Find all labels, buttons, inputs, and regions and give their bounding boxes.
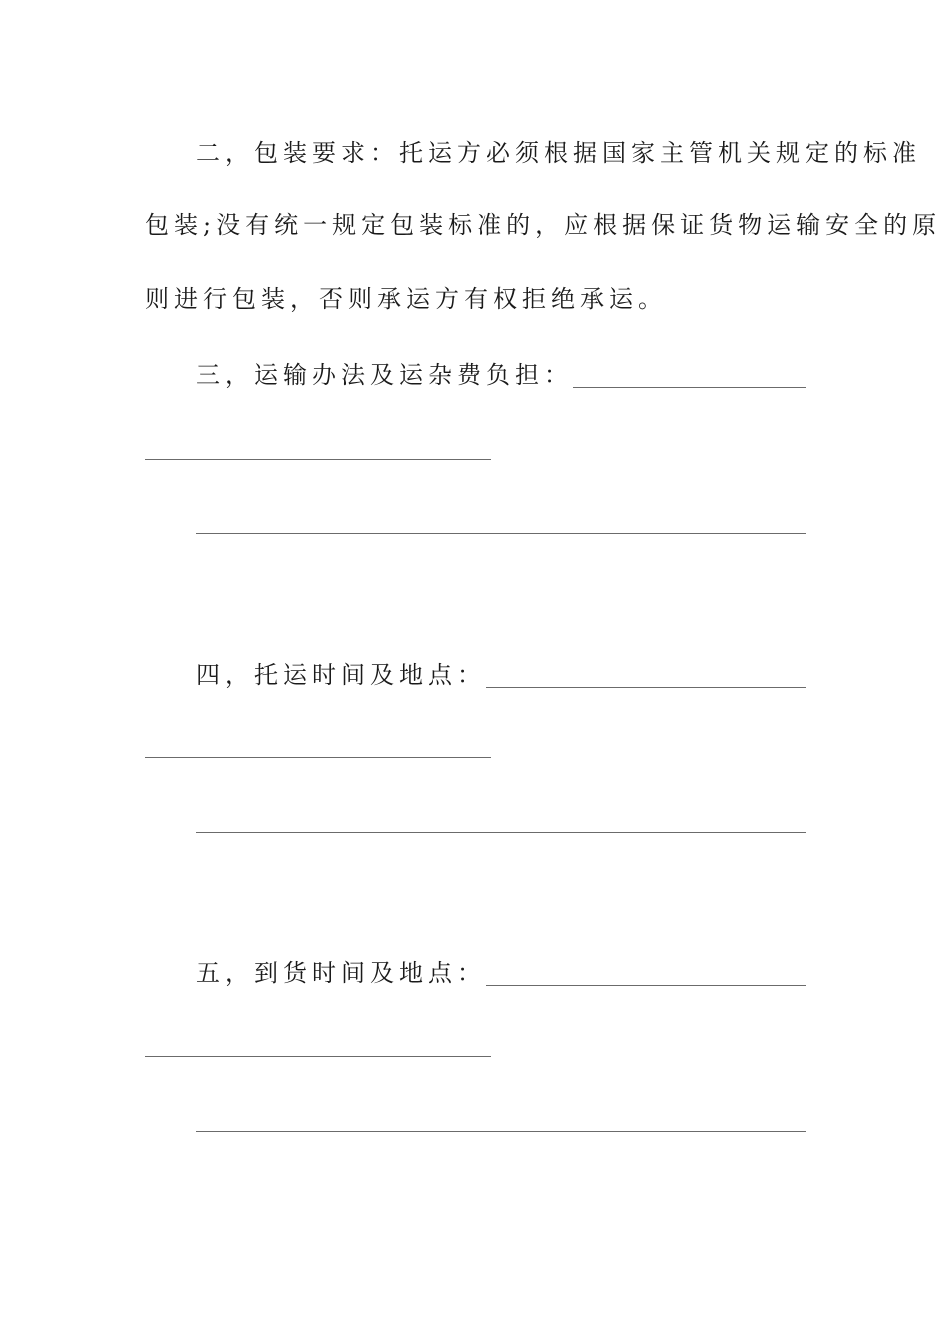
clause-5-row xyxy=(196,956,806,990)
clause-3-fill-line[interactable] xyxy=(573,387,806,388)
clause-3-fill-line-2[interactable] xyxy=(145,459,491,460)
clause-5-fill-line-3[interactable] xyxy=(196,1131,806,1132)
clause-4-fill-line[interactable] xyxy=(486,687,806,688)
clause-4-label: 四，托运时间及地点： xyxy=(196,661,486,689)
clause-2-line-3: 则进行包装，否则承运方有权拒绝承运。 xyxy=(145,285,667,313)
clause-3-label: 三，运输办法及运杂费负担： xyxy=(196,361,573,389)
clause-4-row xyxy=(196,658,806,692)
clause-2-line-2: 包装;没有统一规定包装标准的，应根据保证货物运输安全的原 xyxy=(145,211,942,239)
clause-3-fill-line-3[interactable] xyxy=(196,533,806,534)
clause-3-row xyxy=(196,358,806,392)
clause-4-fill-line-3[interactable] xyxy=(196,832,806,833)
clause-5-label: 五，到货时间及地点： xyxy=(196,959,486,987)
clause-5-fill-line[interactable] xyxy=(486,985,806,986)
clause-2-line-1: 二，包装要求：托运方必须根据国家主管机关规定的标准 xyxy=(196,139,921,167)
clause-5-fill-line-2[interactable] xyxy=(145,1056,491,1057)
clause-4-fill-line-2[interactable] xyxy=(145,757,491,758)
